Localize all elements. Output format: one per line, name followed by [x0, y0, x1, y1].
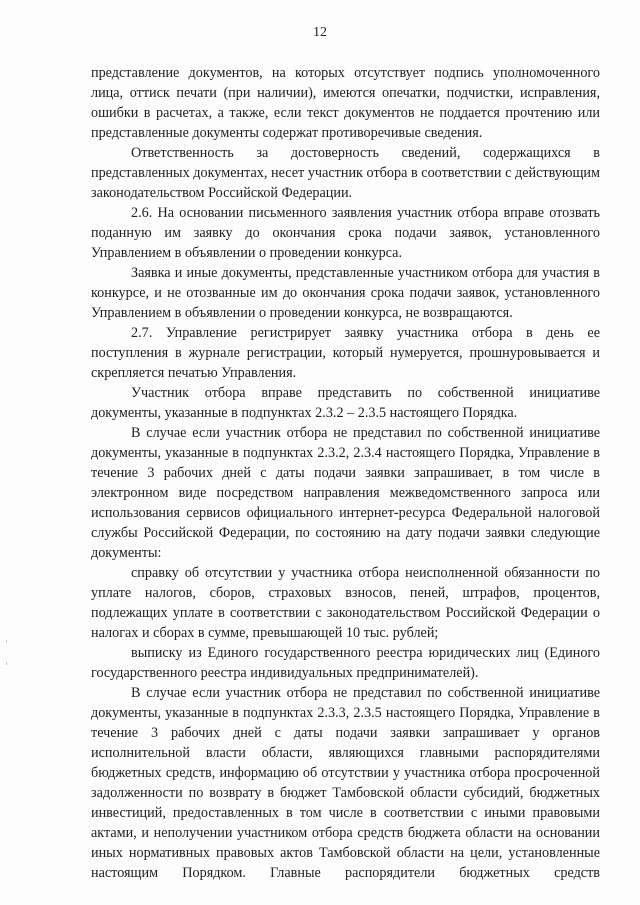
scan-margin-mark [6, 662, 7, 665]
document-body [91, 63, 600, 883]
scan-margin-mark [6, 640, 7, 643]
paragraph-request-budget-info: В случае если участник отбора не представил по собственной инициативе документы, указанные в подпунктах 2.3.3, 2.3.5 настоящего Порядка, Управление в течение 3 рабочих дней с даты подачи заявки запрашивает у органов исполнительной власти области, являющихся главными распорядителями бюджетных средств, информацию об отсутствии у участника отбора просроченной задолженности по возврату в бюджет Тамбовской области субсидий, бюджетных инвестиций, предоставленных в том числе в соответствии с иными правовыми актами, и неполучении участником отбора средств бюджета области на основании иных нормативных правовых актов Тамбовской области на цели, установленные настоящим Порядком. Главные распорядители бюджетных средств [91, 685, 600, 881]
paragraph-2-6: 2.6. На основании письменного заявления участник отбора вправе отозвать поданную им заявку до окончания срока подачи заявок, установленного Управлением в объявлении о проведении конкурса. [91, 205, 600, 261]
paragraph-continuation: представление документов, на которых отсутствует подпись уполномоченного лица, оттиск печати (при наличии), имеются опечатки, подчистки, исправления, ошибки в расчетах, а также, если текст документов не поддается прочтению или представленные документы содержат противоречивые сведения. [91, 65, 600, 141]
paragraph-not-returned: Заявка и иные документы, представленные участником отбора для участия в конкурсе, и не отозванные им до окончания срока подачи заявок, установленного Управлением в объявлении о проведении конкурса, не возвращаются. [91, 265, 600, 321]
page-number: 12 [313, 25, 327, 40]
paragraph-request-tax-docs: В случае если участник отбора не представил по собственной инициативе документы, указанные в подпунктах 2.3.2, 2.3.4 настоящего Порядка, Управление в течение 3 рабочих дней с даты подачи заявки запрашивает, в том числе в электронном виде посредством направления межведомственного запроса или использования сервисов официального интернет-ресурса Федеральной налоговой службы Российской Федерации, по состоянию на дату подачи заявки следующие документы: [91, 425, 600, 561]
list-item-tax-certificate: справку об отсутствии у участника отбора неисполненной обязанности по уплате налогов, сборов, страховых взносов, пеней, штрафов, процентов, подлежащих уплате в соответствии с законодательством Российской Федерации о налогах и сборах в сумме, превышающей 10 тыс. рублей; [91, 565, 600, 641]
paragraph-2-7: 2.7. Управление регистрирует заявку участника отбора в день ее поступления в журнале регистрации, который нумеруется, прошнуровывается и скрепляется печатью Управления. [91, 325, 600, 381]
paragraph-own-initiative: Участник отбора вправе представить по собственной инициативе документы, указанные в подпунктах 2.3.2 – 2.3.5 настоящего Порядка. [91, 385, 600, 421]
list-item-registry-extract: выписку из Единого государственного реестра юридических лиц (Единого государственного реестра индивидуальных предпринимателей). [91, 645, 600, 681]
paragraph-responsibility: Ответственность за достоверность сведений, содержащихся в представленных документах, несет участник отбора в соответствии с действующим законодательством Российской Федерации. [91, 145, 600, 201]
